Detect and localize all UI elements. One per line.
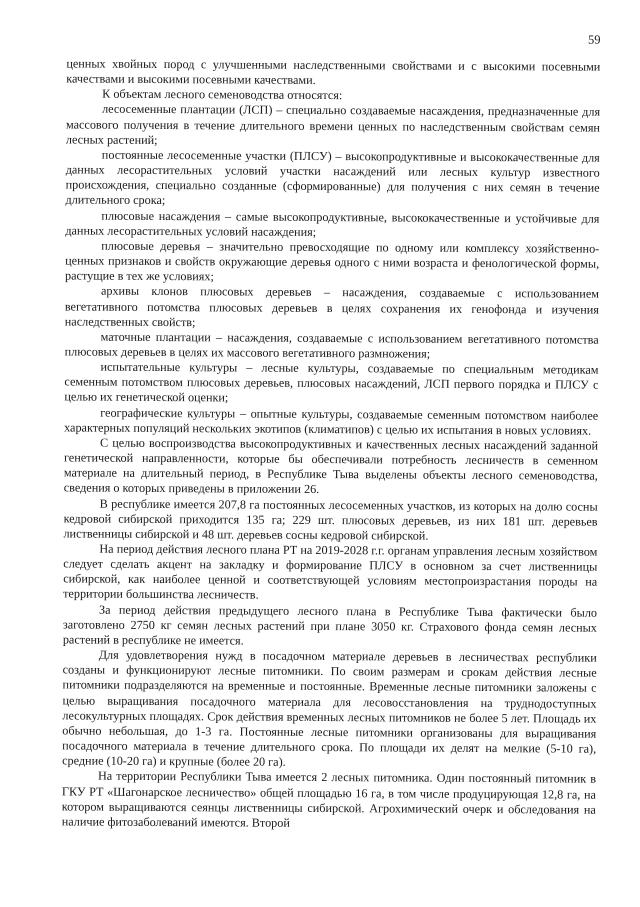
paragraph-11: С целью воспроизводства высокопродуктивных и качественных лесных насаждений заданной генетической направленности, которые бы обеспечивали потребность лесничеств в семенном материале на длительный период, в Республике Тыва выделены объекты лесного семеноводства, сведения о которых приведены в приложении 26. xyxy=(63,435,599,497)
body-text xyxy=(62,56,601,832)
paragraph-9: испытательные культуры – лесные культуры, создаваемые по специальным методикам семенным потомством плюсовых деревьев, плюсовых насаждений, ЛСП первого порядка и ПЛСУ с целью их генетической оценки; xyxy=(64,359,599,405)
paragraph-14: За период действия предыдущего лесного плана в Республике Тыва фактически было заготовлено 2750 кг семян лесных растений при плане 3050 кг. Страхового фонда семян лесных растений в республике не имеется. xyxy=(62,602,598,648)
paragraph-10: географические культуры – опытные культуры, создаваемые семенным потомством наиболее характерных популяций нескольких экотипов (климатипов) с целью их испытания в новых условиях. xyxy=(64,405,599,438)
paragraph-3: лесосеменные плантации (ЛСП) – специально создаваемые насаждения, предназначенные для массового получения в течение длительного времени ценных по наследственным свойствам семян лесных растений; xyxy=(65,102,601,147)
paragraph-1: ценных хвойных пород с улучшенными наследственными свойствами и с высокими посевными качествами и высокими посевными качествами. xyxy=(66,56,601,88)
page-number: 59 xyxy=(587,32,601,47)
paragraph-13: На период действия лесного плана РТ на 2019-2028 г.г. органам управления лесным хозяйством следует сделать акцент на закладку и формирование ПЛСУ в основном за счет лиственницы сибирской, как наиболее ценной и соответствующей условиям местопроизрастания породы на территории большинства лесничеств. xyxy=(63,541,598,603)
paragraph-4: постоянные лесосеменные участки (ПЛСУ) – высокопродуктивные и высококачественные для данных лесорастительных условий участки насаждений или лесных культур известного происхождения, специально созданные (сформированные) для получения с них семян в течение длительного срока; xyxy=(65,147,600,208)
paragraph-12: В республике имеется 207,8 га постоянных лесосеменных участков, из которых на долю сосны кедровой сибирской приходится 135 га; 229 шт. плюсовых деревьев, из них 181 шт. деревьев лиственницы сибирской и 48 шт. деревьев сосны кедровой сибирской. xyxy=(63,496,598,543)
paragraph-2: К объектам лесного семеноводства относятся: xyxy=(102,86,343,103)
paragraph-15: Для удовлетворения нужд в посадочном материале деревьев в лесничествах республики созданы и функционируют лесные питомники. По своим размерам и срокам действия лесные питомники подразделяются на временные и постоянные. Временные лесные питомники заложены с целью выращивания посадочного материала для лесовосстановления на труднодоступных лесокультурных площадях. Срок действия временных лесных питомников не более 5 лет. Площадь их обычно небольшая, до 1-3 га. Постоянные лесные питомники организованы для выращивания посадочного материала в течение длительного срока. По площади их делят на мелкие (5-10 га), средние (10-20 га) и крупные (более 20 га). xyxy=(62,647,597,769)
paragraph-6: плюсовые деревья – значительно превосходящие по одному или комплексу хозяйственно-ценных признаков и свойств окружающие деревья одного с ними возраста и фенологической формы, растущие в тех же условиях; xyxy=(65,238,600,284)
paragraph-16: На территории Республики Тыва имеется 2 лесных питомника. Один постоянный питомник в ГКУ РТ «Шагонарское лесничество» общей площадью 16 га, в том числе продуцирующая 12,8 га, на котором выращиваются сеянцы лиственницы сибирской. Агрохимический очерк и обследования на наличие фитозаболеваний имеются. Второй xyxy=(61,768,597,830)
paragraph-7: архивы клонов плюсовых деревьев – насаждения, создаваемые с использованием вегетативного потомства плюсовых деревьев в целях сохранения их генофонда и изучения наследственных свойств; xyxy=(64,284,600,329)
paragraph-8: маточные плантации – насаждения, создаваемые с использованием вегетативного потомства плюсовых деревьев в целях их массового вегетативного размножения; xyxy=(64,329,599,361)
paragraph-5: плюсовые насаждения – самые высокопродуктивные, высококачественные и устойчивые для данных лесорастительных условий насаждения; xyxy=(65,208,600,239)
